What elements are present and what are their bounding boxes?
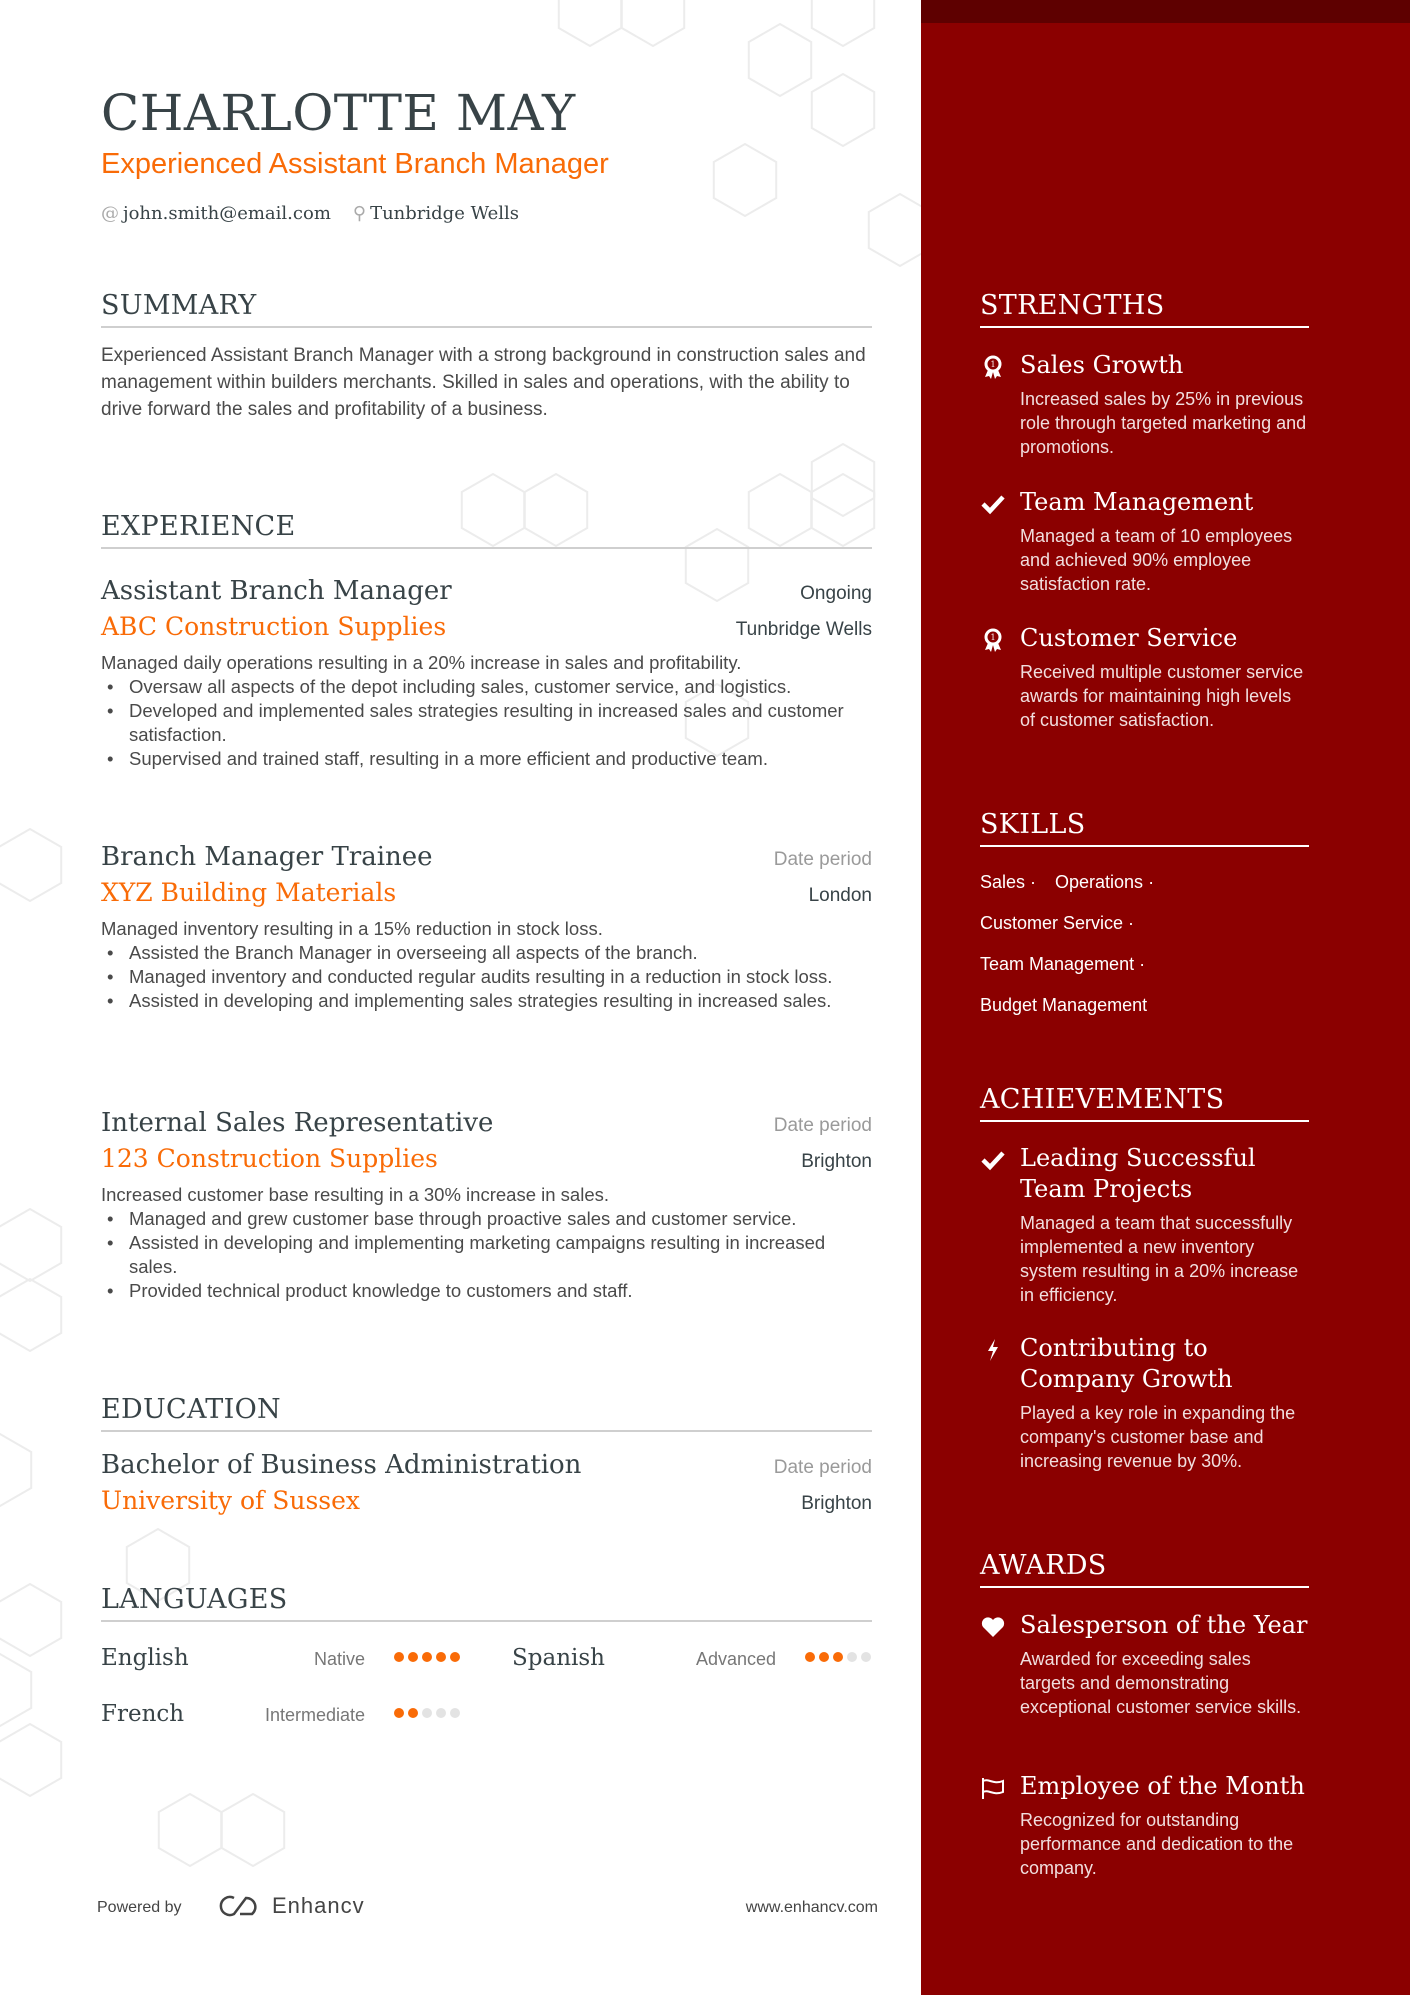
- hexagon-shape: [812, 444, 874, 516]
- school: University of Sussex: [101, 1486, 361, 1515]
- language-level: Advanced: [695, 1649, 776, 1669]
- achievements-item: [980, 1333, 1310, 1473]
- divider: [101, 547, 872, 549]
- rating-dot: [408, 1652, 418, 1662]
- email[interactable]: [101, 203, 331, 224]
- hexagon-shape: [714, 144, 776, 216]
- degree: Bachelor of Business Administration: [101, 1450, 582, 1480]
- hexagon-shape: [869, 194, 921, 266]
- awards-section: [980, 1550, 1309, 1588]
- job-title: Branch Manager Trainee: [101, 842, 433, 872]
- job-bullets: [101, 1207, 872, 1303]
- job-date: Ongoing: [800, 583, 872, 604]
- experience-section: [101, 511, 872, 549]
- section-heading: SKILLS: [980, 809, 1086, 840]
- item-title: Customer Service: [1020, 624, 1238, 652]
- job-title: Assistant Branch Manager: [101, 576, 452, 606]
- job-bullets: [101, 941, 872, 1013]
- language-rating: [394, 1708, 460, 1718]
- rating-dot: [833, 1652, 843, 1662]
- at-icon: @: [101, 203, 119, 224]
- company-name: 123 Construction Supplies: [101, 1144, 438, 1173]
- item-description: Recognized for outstanding performance and dedication to the company.: [1020, 1810, 1294, 1878]
- bullet-item: • Managed inventory and conducted regular audits resulting in a reduction in stock loss.: [101, 965, 872, 989]
- svg-text:1: 1: [990, 360, 996, 369]
- website-link[interactable]: www.enhancv.com: [745, 1899, 878, 1916]
- company-name: XYZ Building Materials: [101, 878, 397, 907]
- achievements-item: [980, 1143, 1310, 1307]
- job-title: Internal Sales Representative: [101, 1108, 494, 1138]
- enhancv-logo-icon: [216, 1893, 264, 1919]
- enhancv-brand: Enhancv: [272, 1893, 365, 1918]
- item-description: Managed a team of 10 employees and achieved 90% employee satisfaction rate.: [1020, 526, 1293, 594]
- rating-dot: [422, 1708, 432, 1718]
- hexagon-shape: [0, 829, 61, 901]
- item-title: Contributing to Company Growth: [1020, 1334, 1233, 1393]
- item-title: Salesperson of the Year: [1020, 1611, 1308, 1639]
- rating-dot: [436, 1708, 446, 1718]
- contact-info: [101, 203, 519, 224]
- language-name: Spanish: [512, 1645, 605, 1671]
- job-location: Brighton: [801, 1151, 872, 1172]
- job-entry: [101, 842, 872, 1013]
- item-description: Managed a team that successfully implemented a new inventory system resulting in a 20% increase in efficiency.: [1020, 1213, 1299, 1305]
- skill-item: Budget Management: [980, 995, 1148, 1015]
- language-name: French: [101, 1701, 185, 1727]
- section-heading: EXPERIENCE: [101, 511, 296, 542]
- hexagon-shape: [622, 0, 684, 46]
- hexagon-shape: [812, 74, 874, 146]
- section-heading: SUMMARY: [101, 290, 257, 321]
- divider: [101, 326, 872, 328]
- hexagon-shape: [559, 0, 621, 46]
- divider: [101, 1620, 872, 1622]
- section-heading: ACHIEVEMENTS: [980, 1084, 1225, 1115]
- education-location: Brighton: [801, 1493, 872, 1514]
- item-title: Team Management: [1020, 488, 1254, 516]
- bullet-item: • Developed and implemented sales strategies resulting in increased sales and customer satisfaction.: [101, 699, 872, 747]
- rating-dot: [422, 1652, 432, 1662]
- language-level: Intermediate: [264, 1705, 365, 1725]
- company-name: ABC Construction Supplies: [101, 612, 447, 641]
- strengths-item: [980, 350, 1310, 459]
- map-pin-icon: ⚲: [352, 203, 367, 224]
- awards-item: [980, 1771, 1310, 1880]
- language-item: [101, 1645, 460, 1671]
- skill-item: Operations ·: [1055, 872, 1154, 893]
- hexagon-shape: [812, 0, 874, 46]
- language-rating: [394, 1652, 460, 1662]
- job-entry: [101, 576, 872, 771]
- language-item: [101, 1701, 460, 1727]
- hexagon-shape: [0, 1209, 61, 1281]
- powered-by: Powered by: [97, 1899, 182, 1916]
- rating-dot: [847, 1652, 857, 1662]
- section-heading: EDUCATION: [101, 1394, 281, 1425]
- item-description: Awarded for exceeding sales targets and demonstrating exceptional customer service skills.: [1020, 1649, 1302, 1717]
- bullet-item: • Provided technical product knowledge to customers and staff.: [101, 1279, 872, 1303]
- summary-section: [101, 290, 872, 423]
- job-summary: Managed inventory resulting in a 15% reduction in stock loss.: [101, 918, 603, 939]
- achievements-section: [980, 1084, 1309, 1122]
- job-summary: Managed daily operations resulting in a 20% increase in sales and profitability.: [101, 652, 742, 673]
- rating-dot: [450, 1708, 460, 1718]
- section-heading: LANGUAGES: [101, 1584, 288, 1615]
- bullet-item: • Assisted the Branch Manager in overseeing all aspects of the branch.: [101, 941, 872, 965]
- education-section: [101, 1394, 872, 1515]
- hexagon-shape: [0, 1279, 61, 1351]
- job-date: Date period: [773, 849, 872, 870]
- rating-dot: [819, 1652, 829, 1662]
- sidebar-top-band: [921, 0, 1410, 23]
- hexagon-shape: [0, 1584, 61, 1656]
- hexagon-shape: [749, 24, 811, 96]
- hexagon-shape: [222, 1794, 284, 1866]
- divider: [980, 845, 1309, 847]
- job-date: Date period: [773, 1115, 872, 1136]
- bullet-item: • Oversaw all aspects of the depot including sales, customer service, and logistics.: [101, 675, 872, 699]
- item-title: Employee of the Month: [1020, 1772, 1305, 1800]
- item-title: Leading Successful Team Projects: [1020, 1144, 1256, 1203]
- location: [353, 203, 519, 224]
- skills-section: [980, 809, 1309, 847]
- section-heading: STRENGTHS: [980, 290, 1165, 321]
- strengths-item: [980, 623, 1310, 732]
- education-date: Date period: [773, 1457, 872, 1478]
- item-description: Increased sales by 25% in previous role through targeted marketing and promotions.: [1020, 389, 1307, 457]
- divider: [980, 1120, 1309, 1122]
- divider: [980, 326, 1309, 328]
- rating-dot: [394, 1708, 404, 1718]
- rating-dot: [408, 1708, 418, 1718]
- rating-dot: [450, 1652, 460, 1662]
- enhancv-logo[interactable]: [216, 1893, 365, 1919]
- language-rating: [805, 1652, 871, 1662]
- hexagon-shape: [0, 1434, 31, 1506]
- summary-text: Experienced Assistant Branch Manager with a strong background in construction sales and management within builders merchants. Skilled in sales and operations, with the ability to drive forward the sales and profitability of a business.: [101, 345, 866, 420]
- item-description: Played a key role in expanding the company's customer base and increasing revenue by 30%.: [1020, 1403, 1296, 1471]
- bullet-item: • Supervised and trained staff, resulting in a more efficient and productive team.: [101, 747, 872, 771]
- hexagon-shape: [0, 1654, 31, 1726]
- languages-section: [101, 1584, 872, 1622]
- svg-text:1: 1: [990, 633, 996, 642]
- location-text: Tunbridge Wells: [370, 203, 520, 224]
- rating-dot: [394, 1652, 404, 1662]
- hexagon-shape: [0, 1724, 61, 1796]
- item-description: Received multiple customer service awards for maintaining high levels of customer satisfaction.: [1020, 662, 1304, 730]
- job-location: Tunbridge Wells: [735, 619, 872, 640]
- bullet-item: • Managed and grew customer base through proactive sales and customer service.: [101, 1207, 872, 1231]
- rating-dot: [861, 1652, 871, 1662]
- candidate-name: CHARLOTTE MAY: [101, 84, 576, 142]
- skill-item: Sales ·: [980, 872, 1036, 893]
- bullet-item: • Assisted in developing and implementing sales strategies resulting in increased sales.: [101, 989, 872, 1013]
- item-title: Sales Growth: [1020, 351, 1184, 379]
- email-text: john.smith@email.com: [123, 203, 331, 224]
- divider: [101, 1430, 872, 1432]
- strengths-section: [980, 290, 1309, 328]
- candidate-title: Experienced Assistant Branch Manager: [101, 148, 609, 180]
- language-name: English: [101, 1645, 189, 1671]
- divider: [980, 1586, 1309, 1588]
- rating-dot: [436, 1652, 446, 1662]
- job-location: London: [808, 885, 872, 906]
- hexagon-shape: [159, 1794, 221, 1866]
- language-level: Native: [313, 1649, 365, 1669]
- skill-item: Customer Service ·: [980, 913, 1134, 934]
- language-item: [512, 1645, 871, 1671]
- job-bullets: [101, 675, 872, 771]
- section-heading: AWARDS: [980, 1550, 1107, 1581]
- job-entry: [101, 1108, 872, 1303]
- awards-item: [980, 1610, 1310, 1719]
- skill-item: Team Management ·: [980, 954, 1145, 975]
- rating-dot: [805, 1652, 815, 1662]
- bullet-item: • Assisted in developing and implementing marketing campaigns resulting in increased sales.: [101, 1231, 872, 1279]
- strengths-item: [980, 487, 1310, 596]
- job-summary: Increased customer base resulting in a 30% increase in sales.: [101, 1184, 609, 1205]
